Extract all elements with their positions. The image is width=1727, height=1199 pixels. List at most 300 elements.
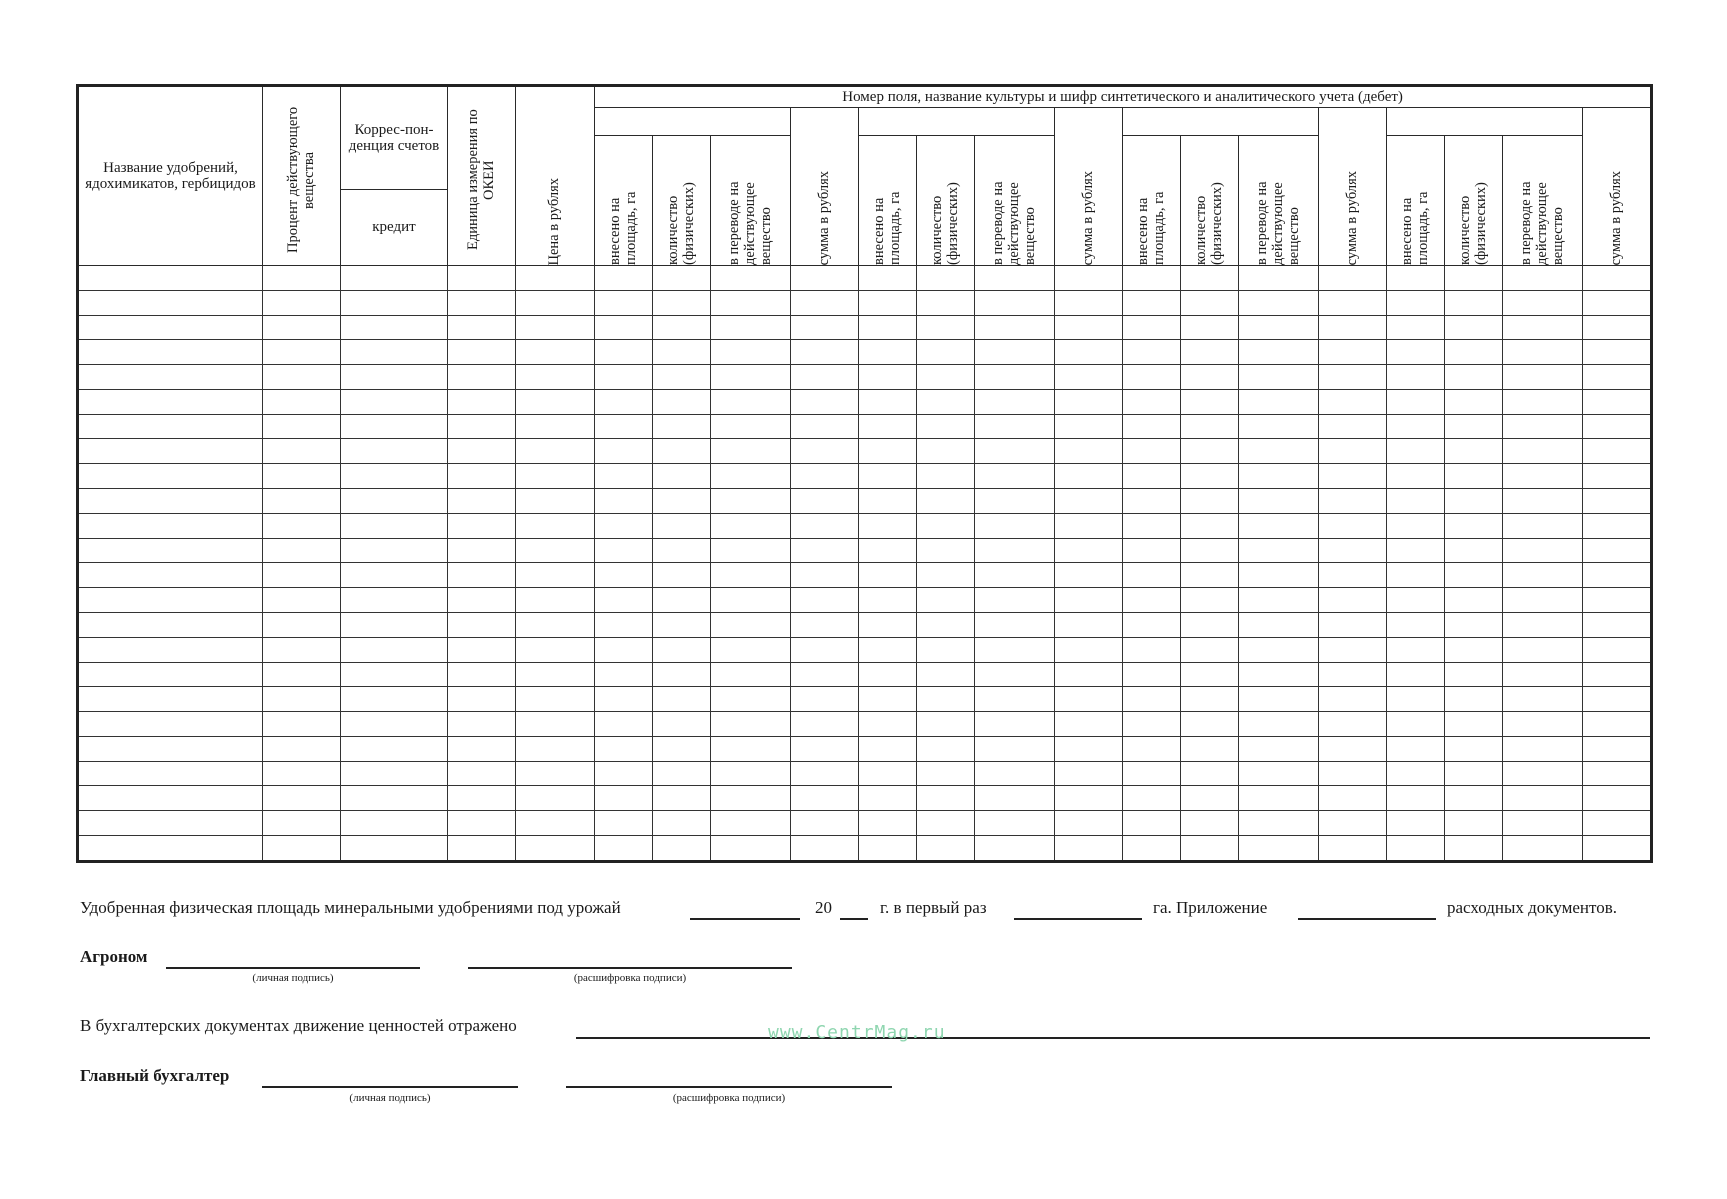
table-cell[interactable]	[263, 439, 341, 464]
table-cell[interactable]	[1319, 612, 1387, 637]
table-cell[interactable]	[1583, 315, 1652, 340]
table-cell[interactable]	[653, 811, 711, 836]
table-cell[interactable]	[1239, 389, 1319, 414]
table-cell[interactable]	[1181, 712, 1239, 737]
table-cell[interactable]	[1055, 365, 1123, 390]
table-cell[interactable]	[1583, 389, 1652, 414]
table-cell[interactable]	[1319, 464, 1387, 489]
table-cell[interactable]	[917, 315, 975, 340]
table-cell[interactable]	[595, 835, 653, 861]
table-cell[interactable]	[1123, 489, 1181, 514]
table-cell[interactable]	[1055, 489, 1123, 514]
table-cell[interactable]	[917, 464, 975, 489]
table-cell[interactable]	[1181, 761, 1239, 786]
table-cell[interactable]	[1239, 365, 1319, 390]
table-cell[interactable]	[1123, 414, 1181, 439]
table-cell[interactable]	[1319, 439, 1387, 464]
table-cell[interactable]	[859, 687, 917, 712]
table-cell[interactable]	[1319, 761, 1387, 786]
table-cell[interactable]	[1319, 315, 1387, 340]
table-cell[interactable]	[1583, 835, 1652, 861]
table-cell[interactable]	[263, 835, 341, 861]
table-cell[interactable]	[516, 736, 595, 761]
table-cell[interactable]	[1239, 835, 1319, 861]
table-cell[interactable]	[711, 538, 791, 563]
table-cell[interactable]	[1583, 662, 1652, 687]
table-cell[interactable]	[263, 811, 341, 836]
table-cell[interactable]	[78, 538, 263, 563]
table-cell[interactable]	[1387, 365, 1445, 390]
table-cell[interactable]	[448, 736, 516, 761]
table-cell[interactable]	[917, 439, 975, 464]
table-cell[interactable]	[1319, 414, 1387, 439]
table-cell[interactable]	[516, 414, 595, 439]
table-cell[interactable]	[516, 315, 595, 340]
table-cell[interactable]	[263, 662, 341, 687]
table-cell[interactable]	[1445, 588, 1503, 613]
table-cell[interactable]	[917, 340, 975, 365]
table-cell[interactable]	[653, 489, 711, 514]
table-cell[interactable]	[448, 687, 516, 712]
table-cell[interactable]	[78, 662, 263, 687]
table-cell[interactable]	[595, 315, 653, 340]
table-cell[interactable]	[78, 266, 263, 291]
table-cell[interactable]	[975, 439, 1055, 464]
table-cell[interactable]	[1055, 811, 1123, 836]
table-cell[interactable]	[516, 538, 595, 563]
table-cell[interactable]	[1583, 513, 1652, 538]
table-cell[interactable]	[1123, 266, 1181, 291]
table-cell[interactable]	[516, 266, 595, 291]
table-cell[interactable]	[975, 588, 1055, 613]
table-cell[interactable]	[1181, 389, 1239, 414]
table-cell[interactable]	[1055, 687, 1123, 712]
table-cell[interactable]	[78, 786, 263, 811]
table-cell[interactable]	[78, 389, 263, 414]
table-cell[interactable]	[516, 811, 595, 836]
table-cell[interactable]	[711, 464, 791, 489]
table-cell[interactable]	[1503, 835, 1583, 861]
table-cell[interactable]	[1319, 736, 1387, 761]
table-cell[interactable]	[1123, 662, 1181, 687]
table-cell[interactable]	[975, 365, 1055, 390]
table-cell[interactable]	[791, 464, 859, 489]
table-cell[interactable]	[1123, 389, 1181, 414]
table-cell[interactable]	[1055, 612, 1123, 637]
table-cell[interactable]	[1445, 315, 1503, 340]
table-cell[interactable]	[1387, 414, 1445, 439]
table-cell[interactable]	[1387, 662, 1445, 687]
table-cell[interactable]	[1445, 786, 1503, 811]
table-cell[interactable]	[1387, 712, 1445, 737]
table-cell[interactable]	[1239, 340, 1319, 365]
table-cell[interactable]	[711, 563, 791, 588]
table-cell[interactable]	[1239, 315, 1319, 340]
table-cell[interactable]	[1387, 835, 1445, 861]
table-cell[interactable]	[791, 266, 859, 291]
table-cell[interactable]	[1445, 489, 1503, 514]
table-cell[interactable]	[859, 489, 917, 514]
table-cell[interactable]	[263, 761, 341, 786]
table-cell[interactable]	[1503, 687, 1583, 712]
table-cell[interactable]	[1583, 538, 1652, 563]
table-cell[interactable]	[1055, 266, 1123, 291]
table-cell[interactable]	[263, 340, 341, 365]
table-cell[interactable]	[1239, 538, 1319, 563]
table-cell[interactable]	[653, 662, 711, 687]
table-cell[interactable]	[595, 588, 653, 613]
table-cell[interactable]	[1503, 761, 1583, 786]
table-cell[interactable]	[1387, 811, 1445, 836]
table-cell[interactable]	[1583, 761, 1652, 786]
table-cell[interactable]	[1239, 439, 1319, 464]
table-cell[interactable]	[595, 662, 653, 687]
table-cell[interactable]	[859, 563, 917, 588]
table-cell[interactable]	[448, 563, 516, 588]
table-cell[interactable]	[1319, 513, 1387, 538]
table-cell[interactable]	[917, 414, 975, 439]
table-cell[interactable]	[653, 365, 711, 390]
table-cell[interactable]	[859, 588, 917, 613]
table-cell[interactable]	[1503, 340, 1583, 365]
table-cell[interactable]	[1319, 266, 1387, 291]
table-cell[interactable]	[341, 513, 448, 538]
table-cell[interactable]	[1503, 637, 1583, 662]
table-cell[interactable]	[1583, 464, 1652, 489]
table-cell[interactable]	[859, 662, 917, 687]
table-cell[interactable]	[516, 439, 595, 464]
table-cell[interactable]	[1503, 563, 1583, 588]
table-cell[interactable]	[1239, 464, 1319, 489]
table-cell[interactable]	[448, 266, 516, 291]
table-cell[interactable]	[1239, 811, 1319, 836]
table-cell[interactable]	[791, 538, 859, 563]
table-cell[interactable]	[917, 687, 975, 712]
table-cell[interactable]	[791, 662, 859, 687]
table-cell[interactable]	[975, 736, 1055, 761]
table-cell[interactable]	[1181, 513, 1239, 538]
table-cell[interactable]	[791, 414, 859, 439]
table-cell[interactable]	[1123, 687, 1181, 712]
table-cell[interactable]	[1181, 489, 1239, 514]
table-cell[interactable]	[917, 761, 975, 786]
table-cell[interactable]	[595, 612, 653, 637]
table-cell[interactable]	[917, 563, 975, 588]
table-cell[interactable]	[1123, 835, 1181, 861]
table-cell[interactable]	[341, 563, 448, 588]
table-cell[interactable]	[1387, 736, 1445, 761]
table-cell[interactable]	[595, 266, 653, 291]
table-cell[interactable]	[975, 637, 1055, 662]
table-cell[interactable]	[1055, 414, 1123, 439]
table-cell[interactable]	[448, 414, 516, 439]
table-cell[interactable]	[975, 340, 1055, 365]
table-cell[interactable]	[1445, 761, 1503, 786]
table-cell[interactable]	[516, 340, 595, 365]
table-cell[interactable]	[1583, 340, 1652, 365]
table-cell[interactable]	[859, 761, 917, 786]
table-cell[interactable]	[975, 786, 1055, 811]
table-cell[interactable]	[263, 538, 341, 563]
table-cell[interactable]	[1503, 786, 1583, 811]
table-cell[interactable]	[595, 637, 653, 662]
table-cell[interactable]	[711, 637, 791, 662]
table-cell[interactable]	[263, 687, 341, 712]
table-cell[interactable]	[1181, 786, 1239, 811]
table-cell[interactable]	[975, 835, 1055, 861]
table-cell[interactable]	[341, 811, 448, 836]
table-cell[interactable]	[1445, 340, 1503, 365]
table-cell[interactable]	[653, 736, 711, 761]
agronom-decode-line[interactable]	[468, 967, 792, 969]
table-cell[interactable]	[975, 538, 1055, 563]
table-cell[interactable]	[653, 464, 711, 489]
table-cell[interactable]	[341, 588, 448, 613]
table-cell[interactable]	[975, 513, 1055, 538]
table-cell[interactable]	[1503, 365, 1583, 390]
table-cell[interactable]	[1445, 513, 1503, 538]
table-cell[interactable]	[1055, 835, 1123, 861]
table-cell[interactable]	[1583, 439, 1652, 464]
table-cell[interactable]	[975, 464, 1055, 489]
table-cell[interactable]	[1503, 464, 1583, 489]
table-cell[interactable]	[711, 290, 791, 315]
table-cell[interactable]	[263, 736, 341, 761]
table-cell[interactable]	[448, 538, 516, 563]
table-cell[interactable]	[263, 266, 341, 291]
table-cell[interactable]	[1319, 811, 1387, 836]
table-cell[interactable]	[1319, 786, 1387, 811]
table-cell[interactable]	[791, 340, 859, 365]
table-cell[interactable]	[595, 538, 653, 563]
table-cell[interactable]	[1181, 365, 1239, 390]
table-cell[interactable]	[1055, 464, 1123, 489]
table-cell[interactable]	[1239, 513, 1319, 538]
table-cell[interactable]	[516, 588, 595, 613]
table-cell[interactable]	[263, 563, 341, 588]
table-cell[interactable]	[1055, 513, 1123, 538]
table-cell[interactable]	[975, 290, 1055, 315]
table-cell[interactable]	[917, 662, 975, 687]
table-cell[interactable]	[711, 315, 791, 340]
table-cell[interactable]	[1239, 563, 1319, 588]
table-cell[interactable]	[595, 489, 653, 514]
table-cell[interactable]	[516, 612, 595, 637]
table-cell[interactable]	[595, 340, 653, 365]
table-cell[interactable]	[975, 662, 1055, 687]
table-cell[interactable]	[263, 786, 341, 811]
table-cell[interactable]	[1123, 612, 1181, 637]
table-cell[interactable]	[1239, 266, 1319, 291]
table-cell[interactable]	[78, 736, 263, 761]
table-cell[interactable]	[1239, 290, 1319, 315]
table-cell[interactable]	[711, 414, 791, 439]
table-cell[interactable]	[1123, 637, 1181, 662]
table-cell[interactable]	[653, 315, 711, 340]
table-cell[interactable]	[1123, 439, 1181, 464]
table-cell[interactable]	[791, 315, 859, 340]
table-cell[interactable]	[1239, 786, 1319, 811]
table-cell[interactable]	[263, 315, 341, 340]
table-cell[interactable]	[859, 439, 917, 464]
table-cell[interactable]	[263, 612, 341, 637]
table-cell[interactable]	[1239, 588, 1319, 613]
table-cell[interactable]	[1445, 266, 1503, 291]
table-cell[interactable]	[1055, 761, 1123, 786]
table-cell[interactable]	[859, 736, 917, 761]
table-cell[interactable]	[791, 290, 859, 315]
chief-decode-line[interactable]	[566, 1086, 892, 1088]
table-cell[interactable]	[975, 761, 1055, 786]
table-cell[interactable]	[1503, 811, 1583, 836]
table-cell[interactable]	[78, 588, 263, 613]
table-cell[interactable]	[263, 414, 341, 439]
table-cell[interactable]	[791, 389, 859, 414]
table-cell[interactable]	[1583, 637, 1652, 662]
table-cell[interactable]	[1445, 290, 1503, 315]
table-cell[interactable]	[917, 266, 975, 291]
table-cell[interactable]	[595, 290, 653, 315]
table-cell[interactable]	[1583, 489, 1652, 514]
table-cell[interactable]	[78, 513, 263, 538]
table-cell[interactable]	[1319, 489, 1387, 514]
table-cell[interactable]	[791, 489, 859, 514]
table-cell[interactable]	[1503, 315, 1583, 340]
table-cell[interactable]	[263, 489, 341, 514]
table-cell[interactable]	[1445, 538, 1503, 563]
table-cell[interactable]	[859, 712, 917, 737]
table-cell[interactable]	[859, 786, 917, 811]
table-cell[interactable]	[1387, 637, 1445, 662]
table-cell[interactable]	[1445, 662, 1503, 687]
table-cell[interactable]	[341, 712, 448, 737]
table-cell[interactable]	[859, 365, 917, 390]
table-cell[interactable]	[917, 835, 975, 861]
table-cell[interactable]	[1239, 712, 1319, 737]
table-cell[interactable]	[341, 662, 448, 687]
table-cell[interactable]	[1319, 365, 1387, 390]
table-cell[interactable]	[653, 563, 711, 588]
table-cell[interactable]	[791, 712, 859, 737]
table-cell[interactable]	[1503, 538, 1583, 563]
table-cell[interactable]	[791, 588, 859, 613]
table-cell[interactable]	[917, 489, 975, 514]
year-input-line[interactable]	[840, 918, 868, 920]
table-cell[interactable]	[711, 662, 791, 687]
accounting-line[interactable]	[576, 1037, 1650, 1039]
table-cell[interactable]	[791, 563, 859, 588]
table-cell[interactable]	[975, 563, 1055, 588]
table-cell[interactable]	[1387, 389, 1445, 414]
table-cell[interactable]	[341, 736, 448, 761]
table-cell[interactable]	[341, 340, 448, 365]
table-cell[interactable]	[1055, 588, 1123, 613]
table-cell[interactable]	[341, 637, 448, 662]
table-cell[interactable]	[1181, 290, 1239, 315]
table-cell[interactable]	[78, 365, 263, 390]
table-cell[interactable]	[595, 365, 653, 390]
table-cell[interactable]	[1239, 736, 1319, 761]
table-cell[interactable]	[859, 290, 917, 315]
table-cell[interactable]	[711, 712, 791, 737]
table-cell[interactable]	[263, 513, 341, 538]
table-cell[interactable]	[1181, 637, 1239, 662]
table-cell[interactable]	[516, 489, 595, 514]
table-cell[interactable]	[341, 835, 448, 861]
table-cell[interactable]	[516, 712, 595, 737]
table-cell[interactable]	[1055, 637, 1123, 662]
table-cell[interactable]	[78, 811, 263, 836]
table-cell[interactable]	[448, 712, 516, 737]
table-cell[interactable]	[1055, 340, 1123, 365]
table-cell[interactable]	[1181, 266, 1239, 291]
table-cell[interactable]	[78, 712, 263, 737]
table-cell[interactable]	[653, 612, 711, 637]
table-cell[interactable]	[1583, 811, 1652, 836]
table-cell[interactable]	[653, 712, 711, 737]
table-cell[interactable]	[711, 835, 791, 861]
table-cell[interactable]	[516, 513, 595, 538]
table-cell[interactable]	[1387, 687, 1445, 712]
table-cell[interactable]	[1239, 761, 1319, 786]
table-cell[interactable]	[78, 489, 263, 514]
table-cell[interactable]	[1181, 811, 1239, 836]
table-cell[interactable]	[516, 389, 595, 414]
table-cell[interactable]	[448, 588, 516, 613]
table-cell[interactable]	[917, 612, 975, 637]
table-cell[interactable]	[341, 389, 448, 414]
table-cell[interactable]	[1445, 389, 1503, 414]
table-cell[interactable]	[653, 786, 711, 811]
table-cell[interactable]	[791, 687, 859, 712]
table-cell[interactable]	[1181, 736, 1239, 761]
table-cell[interactable]	[448, 464, 516, 489]
table-cell[interactable]	[1319, 712, 1387, 737]
table-cell[interactable]	[1181, 439, 1239, 464]
table-cell[interactable]	[653, 266, 711, 291]
table-cell[interactable]	[1583, 588, 1652, 613]
table-cell[interactable]	[595, 513, 653, 538]
table-cell[interactable]	[1123, 712, 1181, 737]
table-cell[interactable]	[917, 538, 975, 563]
table-cell[interactable]	[1583, 290, 1652, 315]
table-cell[interactable]	[1503, 489, 1583, 514]
table-cell[interactable]	[711, 489, 791, 514]
table-cell[interactable]	[1583, 365, 1652, 390]
table-cell[interactable]	[1123, 761, 1181, 786]
table-cell[interactable]	[1387, 340, 1445, 365]
table-cell[interactable]	[653, 439, 711, 464]
table-cell[interactable]	[263, 464, 341, 489]
table-cell[interactable]	[1181, 315, 1239, 340]
table-cell[interactable]	[448, 315, 516, 340]
table-cell[interactable]	[595, 414, 653, 439]
table-cell[interactable]	[595, 687, 653, 712]
table-cell[interactable]	[859, 340, 917, 365]
table-cell[interactable]	[516, 786, 595, 811]
table-cell[interactable]	[1239, 414, 1319, 439]
table-cell[interactable]	[595, 786, 653, 811]
table-cell[interactable]	[1445, 365, 1503, 390]
table-cell[interactable]	[711, 365, 791, 390]
table-cell[interactable]	[1503, 266, 1583, 291]
table-cell[interactable]	[917, 637, 975, 662]
table-cell[interactable]	[1387, 538, 1445, 563]
table-cell[interactable]	[711, 266, 791, 291]
table-cell[interactable]	[791, 365, 859, 390]
table-cell[interactable]	[975, 712, 1055, 737]
table-cell[interactable]	[1123, 365, 1181, 390]
